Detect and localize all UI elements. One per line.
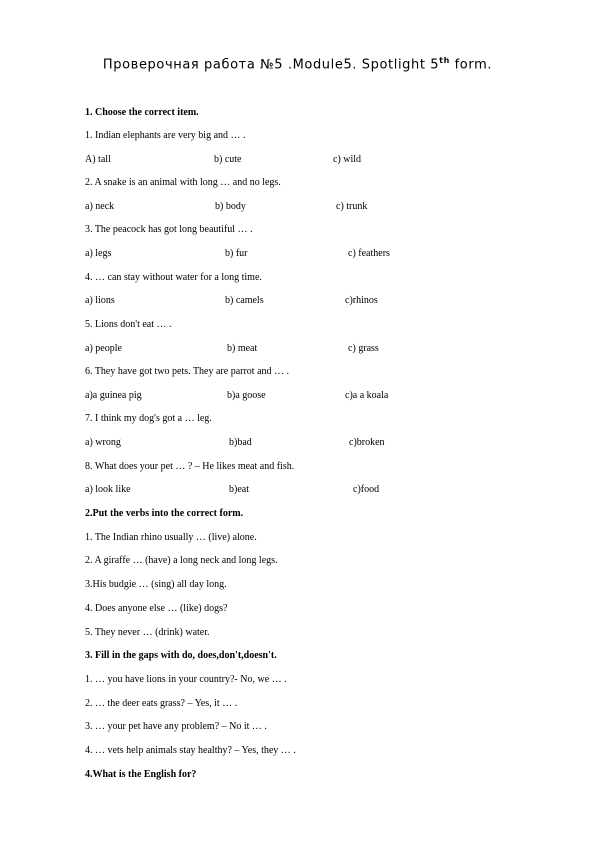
option-b: b) camels — [225, 295, 264, 306]
option-a: a)a guinea pig — [85, 390, 142, 401]
question-2: 2. A snake is an animal with long … and no legs. — [85, 177, 281, 188]
options-row-8 — [85, 484, 505, 498]
section4-heading: 4.What is the English for? — [85, 769, 197, 780]
question-4: 4. … can stay without water for a long time. — [85, 272, 262, 283]
question-7: 7. I think my dog's got a … leg. — [85, 413, 212, 424]
title-main: Проверочная работа №5 .Module5. Spotlight 5 — [102, 57, 440, 73]
option-c: c)food — [353, 484, 380, 495]
options-row-5 — [85, 343, 505, 357]
option-a: a) legs — [85, 248, 112, 259]
option-c: c)a a koala — [345, 390, 389, 401]
question-5: 5. Lions don't eat … . — [85, 319, 172, 330]
option-a: a) wrong — [85, 437, 121, 448]
options-row-7 — [85, 437, 505, 451]
verb-item-1: 1. The Indian rhino usually … (live) alone. — [85, 532, 257, 543]
option-a: a) people — [85, 343, 122, 354]
option-c: c)rhinos — [345, 295, 378, 306]
verb-item-5: 5. They never … (drink) water. — [85, 627, 210, 638]
worksheet-title — [0, 56, 595, 72]
section2-heading: 2.Put the verbs into the correct form. — [85, 508, 244, 519]
options-row-1 — [85, 154, 505, 168]
gap-item-2: 2. … the deer eats grass? – Yes, it … . — [85, 698, 238, 709]
options-row-6 — [85, 390, 505, 404]
option-a: a) lions — [85, 295, 115, 306]
option-a: A) tall — [85, 154, 111, 165]
section3-heading: 3. Fill in the gaps with do, does,don't,doesn't. — [85, 650, 277, 661]
question-8: 8. What does your pet … ? – He likes meat and fish. — [85, 461, 295, 472]
title-superscript: th — [439, 56, 450, 65]
option-a: a) neck — [85, 201, 115, 212]
title-tail: form. — [449, 57, 493, 73]
option-c: c) grass — [348, 343, 379, 354]
question-1: 1. Indian elephants are very big and … . — [85, 130, 246, 141]
option-b: b) meat — [227, 343, 258, 354]
option-c: c) wild — [333, 154, 362, 165]
option-c: c) trunk — [336, 201, 368, 212]
verb-item-4: 4. Does anyone else … (like) dogs? — [85, 603, 228, 614]
option-a: a) look like — [85, 484, 131, 495]
option-c: c) feathers — [348, 248, 390, 259]
options-row-4 — [85, 295, 505, 309]
options-row-2 — [85, 201, 505, 215]
section1-heading: 1. Choose the correct item. — [85, 107, 199, 118]
gap-item-1: 1. … you have lions in your country?- No, we … . — [85, 674, 287, 685]
options-row-3 — [85, 248, 505, 262]
gap-item-3: 3. … your pet have any problem? – No it … . — [85, 721, 267, 732]
option-b: b)a goose — [227, 390, 266, 401]
option-b: b)bad — [229, 437, 252, 448]
option-b: b) cute — [214, 154, 242, 165]
question-3: 3. The peacock has got long beautiful … . — [85, 224, 253, 235]
gap-item-4: 4. … vets help animals stay healthy? – Yes, they … . — [85, 745, 296, 756]
question-6: 6. They have got two pets. They are parrot and … . — [85, 366, 290, 377]
option-c: c)broken — [349, 437, 385, 448]
option-b: b) body — [215, 201, 246, 212]
verb-item-3: 3.His budgie … (sing) all day long. — [85, 579, 227, 590]
option-b: b)eat — [229, 484, 249, 495]
verb-item-2: 2. A giraffe … (have) a long neck and long legs. — [85, 555, 278, 566]
option-b: b) fur — [225, 248, 248, 259]
